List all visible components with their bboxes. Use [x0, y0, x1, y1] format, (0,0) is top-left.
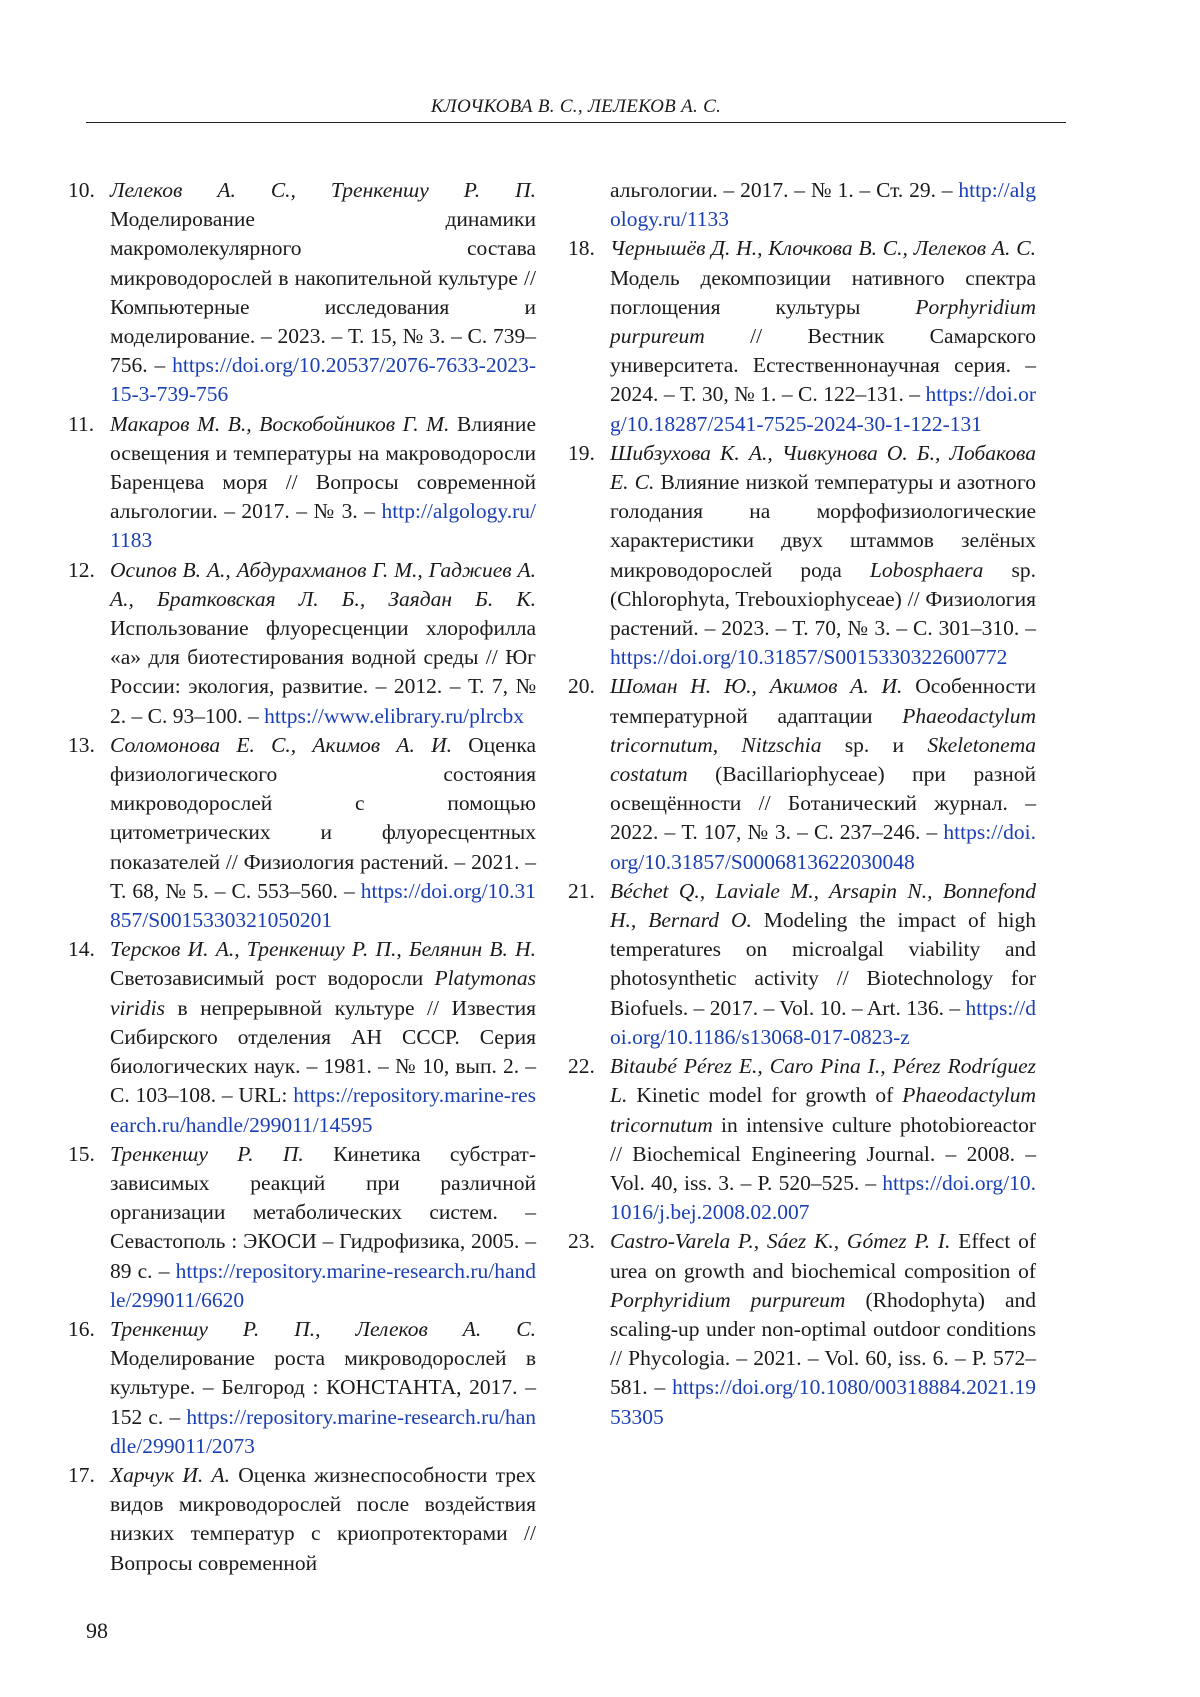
reference-number: 10. [68, 178, 95, 202]
reference-link[interactable]: https://doi.org/10.1186/s13068-017-0823-z [610, 995, 1036, 1049]
reference-body: Использование флуоресценции хлорофилла «а» для биотестирования водной среды // Юг России: экология, развитие. – 2012. – Т. 7, № 2. – С. 93–100. – [110, 616, 536, 728]
reference-body: Оценка физиологического состояния микроводорослей с помощью цитометрических и флуоресцентных показателей // Физиология растений. – 2021. – Т. 68, № 5. – С. 553–560. – [110, 732, 536, 903]
header-rule [86, 122, 1066, 123]
page-number: 98 [86, 1618, 108, 1643]
reference-body: альгологии. – 2017. – № 1. – Ст. 29. – [610, 178, 959, 202]
reference-link[interactable]: https://www.elibrary.ru/plrcbx [264, 703, 525, 728]
reference-body: Влияние низкой температуры и азотного голодания на морфофизиологические характеристики двух штаммов зелёных микроводорослей рода [610, 470, 1036, 582]
reference-authors: Castro-Varela P., Sáez K., Gómez P. I. [610, 1229, 951, 1254]
reference-item [568, 877, 1036, 1052]
reference-body: Modeling the impact of high temperatures on microalgal viability and photosynthetic activity // Biotechnology for Biofuels. – 2017. – Vol. 10. – Art. 136. – [610, 908, 1037, 1020]
reference-number: 11. [68, 411, 95, 436]
reference-authors: Харчук И. А. [110, 1462, 231, 1487]
species-name: Lobosphaera [869, 557, 984, 582]
reference-number: 15. [68, 1141, 95, 1166]
reference-authors: Лелеков А. С., Тренкеншу Р. П. [110, 178, 536, 202]
reference-item [568, 234, 1036, 438]
reference-body: (Rhodophyta) and scaling-up under non-optimal outdoor conditions // Phycologia. – 2021. – Vol. 60, iss. 6. – P. 572–581. – [610, 1287, 1036, 1400]
reference-body: Модель декомпозиции нативного спектра поглощения культуры [610, 265, 1036, 319]
reference-authors: Béchet Q., Laviale M., Arsapin N., Bonnefond H., Bernard O. [610, 878, 1036, 933]
reference-authors: Макаров М. В., Воскобойников Г. М. [110, 411, 450, 436]
reference-number: 12. [68, 557, 95, 582]
reference-link[interactable]: https://doi.org/10.20537/2076-7633-2023-15-3-739-756 [110, 353, 536, 407]
species-name: Skeletonema costatum [610, 732, 1036, 787]
reference-number: 14. [68, 937, 95, 962]
reference-authors: Шибзухова К. А., Чивкунова О. Б., Лобакова Е. С. [610, 440, 1036, 495]
reference-link[interactable]: https://repository.marine-research.ru/handle/299011/6620 [110, 1258, 536, 1312]
reference-body: (Bacillariophyceae) при разной освещённости // Ботанический журнал. – 2022. – Т. 107, № 3. – С. 237–246. – [610, 762, 1036, 845]
references-column-right [568, 176, 1036, 1432]
reference-body: sp. (Chlorophyta, Trebouxiophyceae) // Физиология растений. – 2023. – Т. 70, № 3. – С. 301–310. – [610, 557, 1036, 641]
reference-number: 22. [568, 1054, 595, 1079]
reference-authors: Терсков И. А., Тренкеншу Р. П., Белянин В. Н. [110, 937, 536, 962]
reference-link[interactable]: https://repository.marine-research.ru/handle/299011/14595 [110, 1083, 536, 1137]
reference-number: 21. [568, 878, 595, 903]
species-name: Platymonas viridis [110, 966, 536, 1020]
reference-body: Кинетика субстрат-зависимых реакций при различной организации метаболических систем. – Севастополь : ЭКОСИ – Гидрофизика, 2005. – 89 с. – [110, 1141, 536, 1283]
species-name: Porphyridium purpureum [610, 294, 1036, 349]
reference-body: в непрерывной культуре // Известия Сибирского отделения АН СССР. Серия биологических наук. – 1981. – № 10, вып. 2. – С. 103–108. – URL: [110, 995, 536, 1108]
reference-item [68, 935, 536, 1139]
reference-authors: Осипов В. А., Абдурахманов Г. М., Гаджиев А. А., Братковская Л. Б., Заядан Б. К. [110, 557, 536, 611]
reference-item [68, 176, 536, 410]
reference-link[interactable]: http://algology.ru/1133 [610, 178, 1036, 232]
reference-item [568, 672, 1036, 876]
species-name: Phaeodactylum tricornutum [610, 1083, 1036, 1137]
reference-link[interactable]: https://doi.org/10.31857/S0015330322600772 [610, 645, 1008, 670]
reference-number: 18. [568, 236, 595, 261]
reference-continuation [610, 176, 1036, 234]
reference-body: sp. и [821, 732, 928, 757]
reference-authors: Bitaubé Pérez E., Caro Pina I., Pérez Rodríguez L. [610, 1054, 1036, 1108]
reference-authors: Чернышёв Д. Н., Клочкова В. С., Лелеков А. С. [610, 236, 1036, 261]
reference-body: Оценка жизнеспособности трех видов микроводорослей после воздействия низких температур с криопротекторами // Вопросы современной [110, 1462, 536, 1575]
species-name: Nitzschia [741, 732, 822, 757]
reference-link[interactable]: https://doi.org/10.31857/S0006813622030048 [610, 820, 1036, 874]
reference-body: Kinetic model for growth of [627, 1083, 903, 1108]
reference-number: 17. [68, 1462, 95, 1487]
reference-body: , [712, 732, 742, 757]
reference-authors: Тренкеншу Р. П., Лелеков А. С. [110, 1316, 536, 1341]
reference-number: 19. [568, 440, 595, 465]
reference-item [68, 731, 536, 935]
running-head: КЛОЧКОВА В. С., ЛЕЛЕКОВ А. С. [430, 96, 722, 117]
reference-item [68, 1140, 536, 1315]
reference-authors: Шоман Н. Ю., Акимов А. И. [610, 674, 903, 699]
reference-authors: Тренкеншу Р. П. [110, 1141, 304, 1166]
reference-body: // Вестник Самарского университета. Естественнонаучная серия. – 2024. – Т. 30, № 1. – С. 122–131. – [610, 324, 1036, 407]
reference-item [568, 439, 1036, 673]
reference-body: Effect of urea on growth and biochemical composition of [610, 1229, 1036, 1283]
species-name: Porphyridium purpureum [610, 1287, 846, 1312]
reference-item [68, 1461, 536, 1578]
reference-number: 23. [568, 1229, 595, 1254]
reference-link[interactable]: https://doi.org/10.18287/2541-7525-2024-30-1-122-131 [610, 382, 1036, 436]
reference-item [68, 410, 536, 556]
reference-body: Особенности температурной адаптации [610, 674, 1036, 728]
reference-number: 16. [68, 1316, 95, 1341]
reference-link[interactable]: https://doi.org/10.31857/S0015330321050201 [110, 878, 536, 933]
reference-item [68, 556, 536, 731]
reference-body: Моделирование динамики макромолекулярного состава микроводорослей в накопительной культуре // Компьютерные исследования и моделирование. – 2023. – Т. 15, № 3. – С. 739–756. – [110, 207, 536, 378]
reference-body: Моделирование роста микроводорослей в культуре. – Белгород : КОНСТАНТА, 2017. – 152 с. – [110, 1346, 536, 1429]
references-column-left [68, 176, 536, 1578]
reference-number: 13. [68, 732, 95, 757]
reference-item [68, 1315, 536, 1461]
reference-body: in intensive culture photobioreactor // Biochemical Engineering Journal. – 2008. – Vol. 40, iss. 3. – P. 520–525. – [610, 1112, 1036, 1195]
reference-link[interactable]: https://doi.org/10.1080/00318884.2021.1953305 [610, 1375, 1036, 1429]
reference-body: Влияние освещения и температуры на макроводоросли Баренцева моря // Вопросы современной альгологии. – 2017. – № 3. – [110, 411, 536, 524]
reference-link[interactable]: http://algology.ru/1183 [110, 499, 536, 553]
reference-body: Светозависимый рост водоросли [110, 966, 435, 991]
reference-link[interactable]: https://repository.marine-research.ru/handle/299011/2073 [110, 1404, 536, 1458]
species-name: Phaeodactylum tricornutum [610, 703, 1036, 757]
reference-item [568, 1227, 1036, 1431]
reference-item [568, 1052, 1036, 1227]
reference-number: 20. [568, 674, 595, 699]
reference-authors: Соломонова Е. С., Акимов А. И. [110, 732, 453, 757]
reference-link[interactable]: https://doi.org/10.1016/j.bej.2008.02.007 [610, 1170, 1036, 1225]
